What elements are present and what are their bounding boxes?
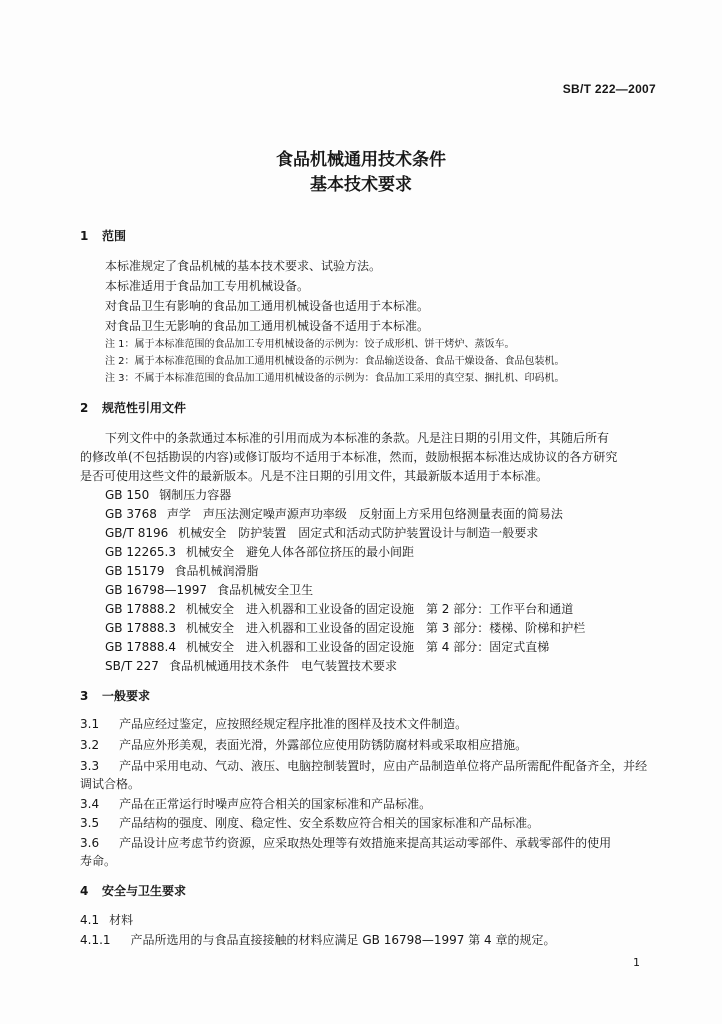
subsection-heading <box>80 912 133 928</box>
standard-code: SB/T 222—2007 <box>562 82 656 96</box>
reference-item <box>105 582 313 598</box>
reference-title: 机械安全 防护装置 固定式和活动式防护装置设计与制造一般要求 <box>178 526 539 540</box>
document-title: 食品机械通用技术条件 <box>276 150 446 170</box>
document-subtitle: 基本技术要求 <box>310 175 412 195</box>
section-4-heading <box>80 883 186 899</box>
clause-continuation: 调试合格。 <box>80 777 141 791</box>
section-1-heading <box>80 228 126 244</box>
clause <box>80 737 527 753</box>
reference-item <box>105 639 549 655</box>
page-number: 1 <box>633 956 640 969</box>
reference-code: GB/T 8196 <box>105 526 169 540</box>
clause-text: 产品所选用的与食品直接接触的材料应满足 GB 16798—1997 第 4 章的规定。 <box>130 933 556 947</box>
clause-number: 3.2 <box>80 738 100 752</box>
reference-item <box>105 544 414 560</box>
reference-title: 机械安全 避免人体各部位挤压的最小间距 <box>185 545 414 559</box>
reference-title: 食品机械润滑脂 <box>174 564 259 578</box>
reference-code: GB 3768 <box>105 507 157 521</box>
paragraph: 本标准规定了食品机械的基本技术要求、试验方法。 <box>105 259 382 273</box>
clause <box>80 815 539 831</box>
reference-item <box>105 506 563 522</box>
paragraph: 的修改单(不包括勘误的内容)或修订版均不适用于本标准，然而，鼓励根据本标准达成协议的各方研究 <box>80 450 618 464</box>
section-number: 2 <box>80 401 89 415</box>
clause-number: 4.1.1 <box>80 933 111 947</box>
clause-number: 3.3 <box>80 759 100 773</box>
section-title: 规范性引用文件 <box>102 401 187 415</box>
section-3-heading <box>80 688 150 704</box>
reference-code: GB 17888.3 <box>105 621 176 635</box>
note: 注 2：属于本标准范围的食品加工通用机械设备的示例为：食品输送设备、食品干燥设备、食品包装机。 <box>105 356 565 367</box>
reference-item <box>105 620 585 636</box>
clause-continuation: 寿命。 <box>80 854 117 868</box>
section-number: 1 <box>80 229 89 243</box>
reference-item <box>105 563 259 579</box>
clause-number: 3.5 <box>80 816 100 830</box>
reference-code: GB 17888.4 <box>105 640 176 654</box>
reference-item <box>105 487 231 503</box>
reference-code: GB 12265.3 <box>105 545 176 559</box>
section-title: 安全与卫生要求 <box>102 884 187 898</box>
section-number: 3 <box>80 689 89 703</box>
clause-number: 3.1 <box>80 717 100 731</box>
section-2-heading <box>80 400 186 416</box>
reference-title: 食品机械通用技术条件 电气装置技术要求 <box>168 659 397 673</box>
reference-item <box>105 601 573 617</box>
clause-number: 3.6 <box>80 836 100 850</box>
section-number: 4 <box>80 884 89 898</box>
clause-text: 产品设计应考虑节约资源，应采取热处理等有效措施来提高其运动零部件、承载零部件的使用 <box>119 836 612 850</box>
clause <box>80 835 611 851</box>
paragraph: 对食品卫生无影响的食品加工通用机械设备不适用于本标准。 <box>105 319 430 333</box>
note: 注 3：不属于本标准范围的食品加工通用机械设备的示例为：食品加工采用的真空泵、捆扎机、印码机。 <box>105 373 565 384</box>
paragraph: 是否可使用这些文件的最新版本。凡是不注日期的引用文件，其最新版本适用于本标准。 <box>80 469 549 483</box>
clause-text: 产品结构的强度、刚度、稳定性、安全系数应符合相关的国家标准和产品标准。 <box>119 816 540 830</box>
section-title: 范围 <box>102 229 127 243</box>
reference-code: SB/T 227 <box>105 659 159 673</box>
reference-title: 声学 声压法测定噪声源声功率级 反射面上方采用包络测量表面的简易法 <box>166 507 563 521</box>
clause <box>80 796 431 812</box>
reference-code: GB 150 <box>105 488 150 502</box>
note: 注 1：属于本标准范围的食品加工专用机械设备的示例为：饺子成形机、饼干烤炉、蒸饭车。 <box>105 339 515 350</box>
clause-number: 3.4 <box>80 797 100 811</box>
reference-code: GB 15179 <box>105 564 165 578</box>
reference-title: 钢制压力容器 <box>159 488 232 502</box>
reference-item <box>105 658 397 674</box>
reference-title: 食品机械安全卫生 <box>217 583 314 597</box>
clause-text: 产品中采用电动、气动、液压、电脑控制装置时，应由产品制造单位将产品所需配件配备齐全，并经 <box>119 759 648 773</box>
reference-title: 机械安全 进入机器和工业设备的固定设施 第 2 部分：工作平台和通道 <box>185 602 574 616</box>
clause-text: 产品应外形美观，表面光滑，外露部位应使用防锈防腐材料或采取相应措施。 <box>119 738 528 752</box>
reference-code: GB 17888.2 <box>105 602 176 616</box>
reference-title: 机械安全 进入机器和工业设备的固定设施 第 4 部分：固定式直梯 <box>185 640 550 654</box>
clause <box>80 932 556 948</box>
subsection-title: 材料 <box>109 913 134 927</box>
clause <box>80 716 467 732</box>
paragraph: 本标准适用于食品加工专用机械设备。 <box>105 279 310 293</box>
paragraph: 下列文件中的条款通过本标准的引用而成为本标准的条款。凡是注日期的引用文件，其随后所有 <box>105 431 610 445</box>
clause <box>80 758 647 774</box>
reference-title: 机械安全 进入机器和工业设备的固定设施 第 3 部分：楼梯、阶梯和护栏 <box>185 621 586 635</box>
section-title: 一般要求 <box>102 689 151 703</box>
subsection-number: 4.1 <box>80 913 100 927</box>
reference-code: GB 16798—1997 <box>105 583 208 597</box>
clause-text: 产品应经过鉴定，应按照经规定程序批准的图样及技术文件制造。 <box>119 717 468 731</box>
paragraph: 对食品卫生有影响的食品加工通用机械设备也适用于本标准。 <box>105 299 430 313</box>
reference-item <box>105 525 538 541</box>
clause-text: 产品在正常运行时噪声应符合相关的国家标准和产品标准。 <box>119 797 432 811</box>
